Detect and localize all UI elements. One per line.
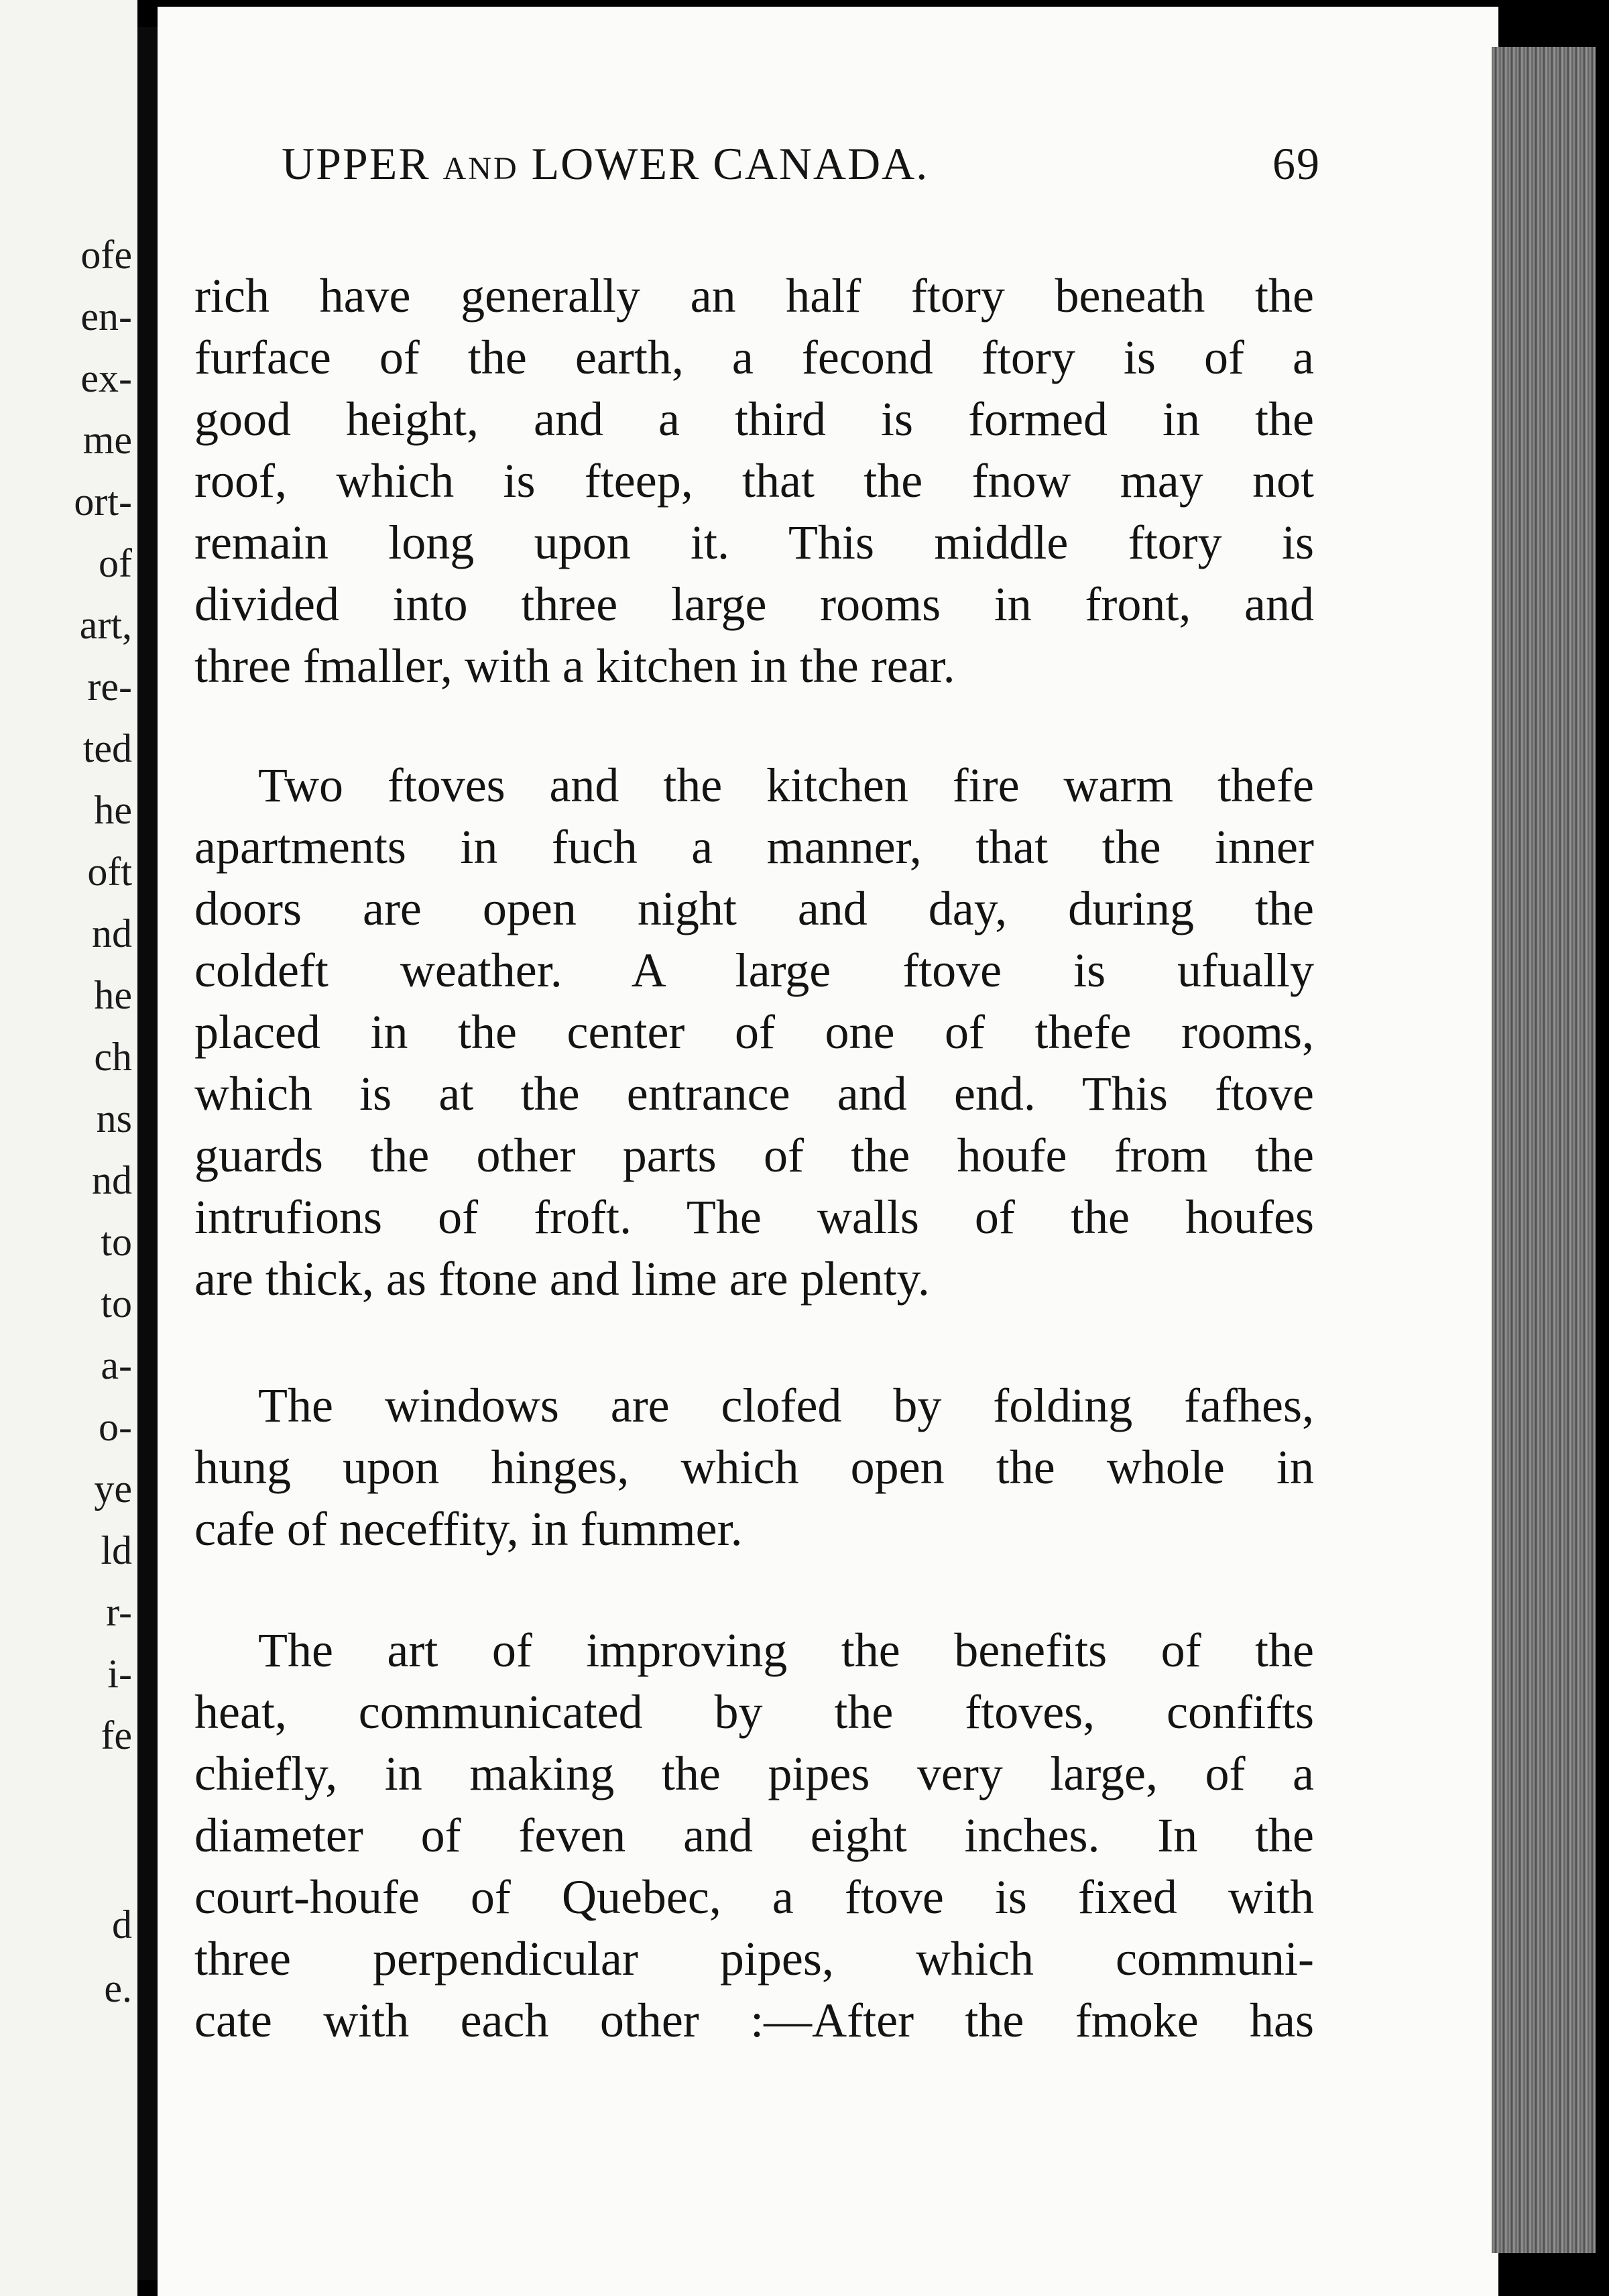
text-line: apartments in fuch a manner, that the inner [194,820,1314,874]
text-line: heat, communicated by the ftoves, confifts [194,1685,1314,1739]
text-line: good height, and a third is formed in the [194,392,1314,446]
text-line: doors are open night and day, during the [194,882,1314,935]
text-line: cafe of neceffity, in fummer. [194,1502,743,1556]
text-line: cate with each other :—After the fmoke has [194,1994,1314,2047]
left-fragment: nd [92,1158,132,1202]
text-line: intrufions of froft. The walls of the houfes [194,1190,1314,1244]
left-fragment: of [99,541,132,585]
left-fragment: ns [96,1096,132,1141]
text-line: The windows are clofed by folding fafhes, [258,1379,1314,1432]
title-and: AND [442,151,519,186]
left-fragment: he [94,788,132,832]
left-fragment: r- [106,1590,132,1634]
page-edges [1492,47,1596,2253]
paragraph-1 [194,265,1314,697]
left-fragment: ort- [74,479,132,524]
text-line: court-houfe of Quebec, a ftove is fixed with [194,1870,1314,1924]
title-upper: UPPER [282,138,430,189]
left-facing-page [0,0,137,2296]
left-fragment: ld [101,1528,132,1572]
text-line: The art of improving the benefits of the [258,1623,1314,1677]
text-line: remain long upon it. This middle ftory is [194,516,1314,569]
left-fragment: ex- [80,356,132,400]
left-fragment: he [94,973,132,1017]
text-line: placed in the center of one of thefe rooms, [194,1005,1314,1059]
text-line: Two ftoves and the kitchen fire warm thefe [258,758,1314,812]
left-fragment: nd [92,911,132,956]
paragraph-2 [194,754,1314,1310]
left-fragment: i- [107,1652,132,1696]
left-fragment: ted [82,726,132,770]
running-head [282,137,1341,198]
text-line: rich have generally an half ftory beneath the [194,269,1314,323]
left-fragment: o- [99,1405,132,1449]
left-fragment: a- [101,1343,132,1387]
left-fragment: re- [87,665,132,709]
running-title [282,137,929,190]
left-fragment: fe [101,1713,132,1758]
left-fragment: me [82,418,132,462]
text-line: hung upon hinges, which open the whole in [194,1440,1314,1494]
text-line: guards the other parts of the houfe from the [194,1129,1314,1182]
text-line: furface of the earth, a fecond ftory is of a [194,331,1314,384]
text-line: coldeft weather. A large ftove is ufually [194,943,1314,997]
left-fragment: en- [80,294,132,339]
left-fragment: d [112,1902,132,1947]
text-line: three fmaller, with a kitchen in the rear. [194,639,955,693]
left-fragment: art, [79,603,132,647]
text-line: are thick, as ftone and lime are plenty. [194,1252,930,1306]
text-line: which is at the entrance and end. This ftove [194,1067,1314,1121]
page-number: 69 [1272,138,1321,189]
left-fragment: to [101,1281,132,1326]
left-fragment: ye [94,1467,132,1511]
book-gutter [137,27,158,2280]
paragraph-3 [194,1375,1314,1560]
text-line: divided into three large rooms in front, and [194,577,1314,631]
left-fragment: to [101,1220,132,1264]
text-line: three perpendicular pipes, which communi- [194,1932,1314,1986]
text-line: chiefly, in making the pipes very large, of a [194,1747,1314,1800]
left-fragment: e. [104,1966,132,2010]
left-fragment: ofe [80,233,132,277]
left-fragment: ch [94,1035,132,1079]
text-line: diameter of feven and eight inches. In the [194,1809,1314,1862]
text-line: roof, which is fteep, that the fnow may not [194,454,1314,508]
paragraph-4 [194,1619,1314,2051]
title-lower-canada: LOWER CANADA. [531,138,929,189]
left-fragment: oft [87,850,132,894]
